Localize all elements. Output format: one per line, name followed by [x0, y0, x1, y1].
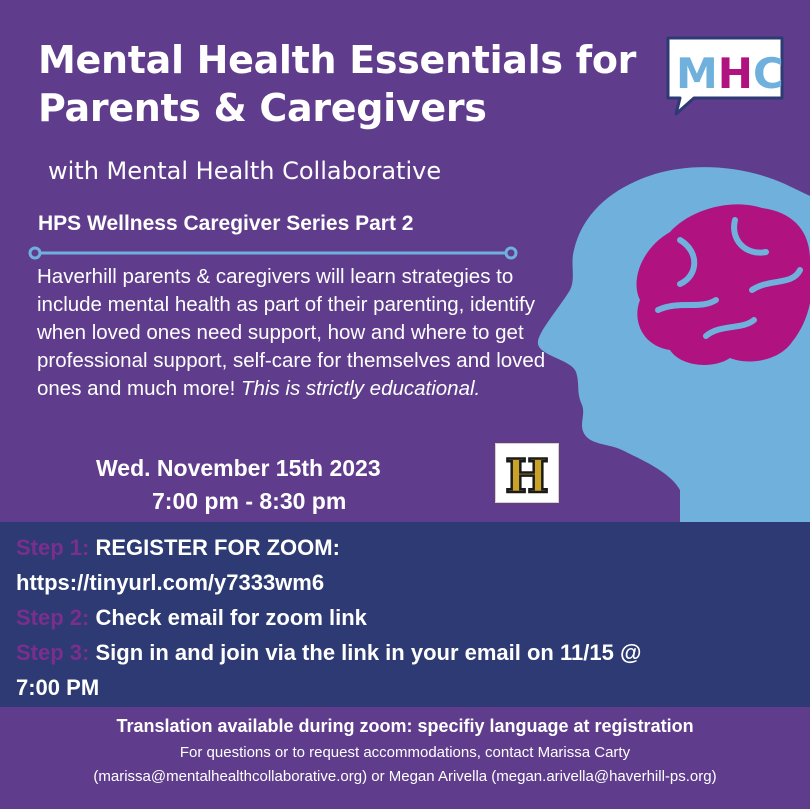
steps-panel — [0, 522, 810, 707]
description-text: Haverhill parents & caregivers will learn strategies to include mental health as part of their parenting, identify when loved ones need support, how and where to get professional support, self-care for themselves and loved ones and much more! — [37, 265, 546, 400]
school-h-logo-icon — [496, 444, 558, 502]
divider-line — [28, 246, 518, 260]
step-1-text: REGISTER FOR ZOOM: — [95, 535, 340, 560]
step-1-label: Step 1: — [16, 535, 90, 560]
step-3-text: Sign in and join via the link in your email on 11/15 @ — [95, 640, 642, 665]
step-2-text: Check email for zoom link — [95, 605, 367, 630]
registration-url[interactable]: https://tinyurl.com/y7333wm6 — [16, 570, 325, 595]
description — [37, 263, 567, 403]
contact-line-1: For questions or to request accommodations, contact Marissa Carty — [179, 744, 631, 761]
contact-info — [0, 741, 810, 789]
step-3-time: 7:00 PM — [16, 675, 100, 700]
step-2 — [16, 600, 796, 635]
series-title: HPS Wellness Caregiver Series Part 2 — [38, 212, 414, 235]
logo-letter-m: M — [676, 49, 718, 98]
step-3 — [16, 635, 796, 670]
translation-note: Translation available during zoom: specifiy language at registration — [116, 716, 694, 736]
school-logo-letter: H — [505, 449, 549, 502]
subtitle: with Mental Health Collaborative — [48, 157, 442, 185]
contact-line-2: (marissa@mentalhealthcollaborative.org) or Megan Arivella (megan.arivella@haverhill-ps.org) — [93, 768, 717, 785]
event-time: 7:00 pm - 8:30 pm — [152, 488, 347, 514]
step-2-label: Step 2: — [16, 605, 90, 630]
svg-text:MHC — [676, 49, 784, 98]
step-3-label: Step 3: — [16, 640, 90, 665]
steps-list — [16, 530, 796, 705]
school-logo — [495, 443, 559, 503]
logo-letter-h: H — [717, 49, 753, 98]
step-3-continued — [16, 670, 796, 705]
registration-link[interactable] — [16, 565, 796, 600]
mhc-logo-icon — [664, 34, 786, 116]
page-title: Mental Health Essentials for Parents & Caregivers — [38, 38, 637, 130]
event-date: Wed. November 15th 2023 — [96, 455, 381, 481]
footer — [0, 707, 810, 809]
description-emphasis: This is strictly educational. — [240, 377, 481, 400]
step-1 — [16, 530, 796, 565]
logo-letter-c: C — [752, 49, 784, 98]
head-silhouette-icon — [530, 160, 810, 522]
